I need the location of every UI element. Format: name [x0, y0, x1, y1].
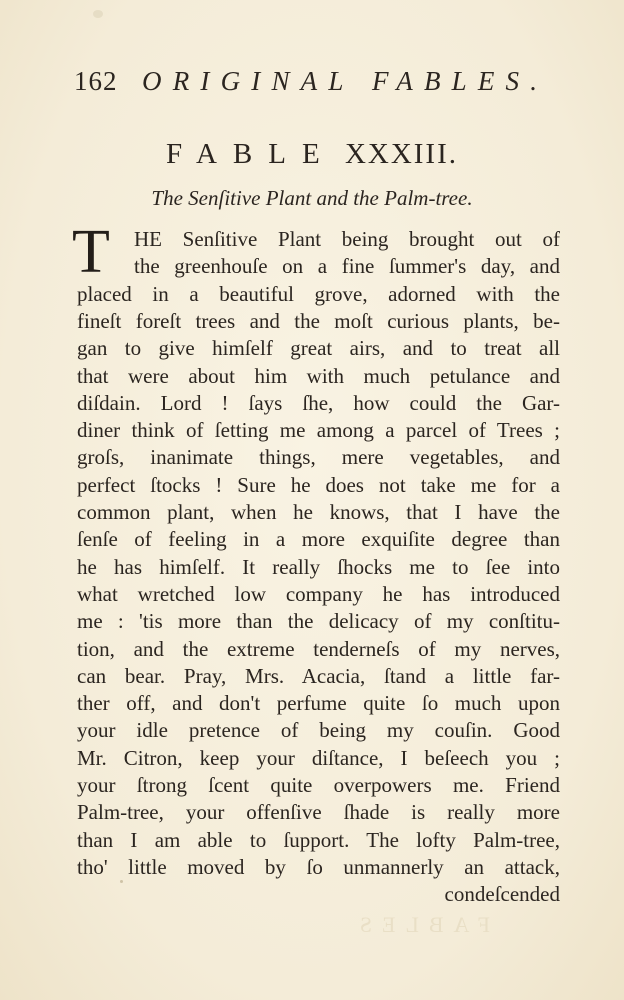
text-line: tho' little moved by ſo unmannerly an attack, — [77, 854, 560, 879]
text-line: he has himſelf. It really ſhocks me to ſee into — [77, 554, 560, 579]
text-line: your idle pretence of being my couſin. Good — [77, 718, 560, 743]
text-line: what wretched low company he has introduced — [77, 581, 560, 606]
text-line: HE Senſitive Plant being brought out of — [134, 227, 560, 251]
running-head — [74, 66, 564, 106]
book-title: ORIGINAL FABLES. — [142, 66, 549, 96]
fable-subtitle: The Senſitive Plant and the Palm-tree. — [151, 186, 473, 210]
text-line: gan to give himſelf great airs, and to treat all — [77, 336, 560, 361]
fable-number: XXXIII. — [344, 138, 458, 170]
text-line: tion, and the extreme tenderneſs of my nerves, — [77, 636, 560, 661]
text-line: Mr. Citron, keep your diſtance, I beſeech you ; — [77, 745, 560, 770]
text-line: fineſt foreſt trees and the moſt curious plants, be- — [77, 308, 560, 333]
page-number: 162 — [74, 66, 118, 96]
text-line: ſenſe of feeling in a more exquiſite degree than — [77, 527, 560, 552]
text-line: diner think of ſetting me among a parcel of Trees ; — [77, 418, 560, 443]
drop-cap: T — [72, 218, 110, 286]
text-line: diſdain. Lord ! ſays ſhe, how could the Gar- — [77, 390, 560, 415]
text-line: groſs, inanimate things, mere vegetables, and — [77, 445, 560, 470]
show-through-text: FABLES — [349, 912, 490, 937]
text-line: the greenhouſe on a fine ſummer's day, and — [134, 254, 560, 279]
text-line: can bear. Pray, Mrs. Acacia, ſtand a little far- — [77, 663, 560, 688]
text-line: your ſtrong ſcent quite overpowers me. Friend — [77, 773, 560, 797]
paper-speck — [93, 10, 103, 18]
fable-heading-word: FABLE — [165, 138, 336, 170]
text-line: ther off, and don't perfume quite ſo much upon — [77, 691, 560, 716]
fable-heading — [0, 138, 624, 171]
text-line: perfect ſtocks ! Sure he does not take me for a — [77, 472, 560, 497]
text-line: common plant, when he knows, that I have the — [77, 500, 560, 524]
paper-speck — [120, 880, 123, 883]
text-line: me : 'tis more than the delicacy of my conſtitu- — [77, 609, 560, 634]
text-line: that were about him with much petulance and — [77, 363, 560, 388]
text-line: placed in a beautiful grove, adorned with the — [77, 281, 560, 306]
catchword: condeſcended — [444, 882, 560, 906]
text-line: than I am able to ſupport. The lofty Palm-tree, — [77, 827, 560, 852]
text-line: Palm-tree, your offenſive ſhade is really more — [77, 800, 560, 825]
